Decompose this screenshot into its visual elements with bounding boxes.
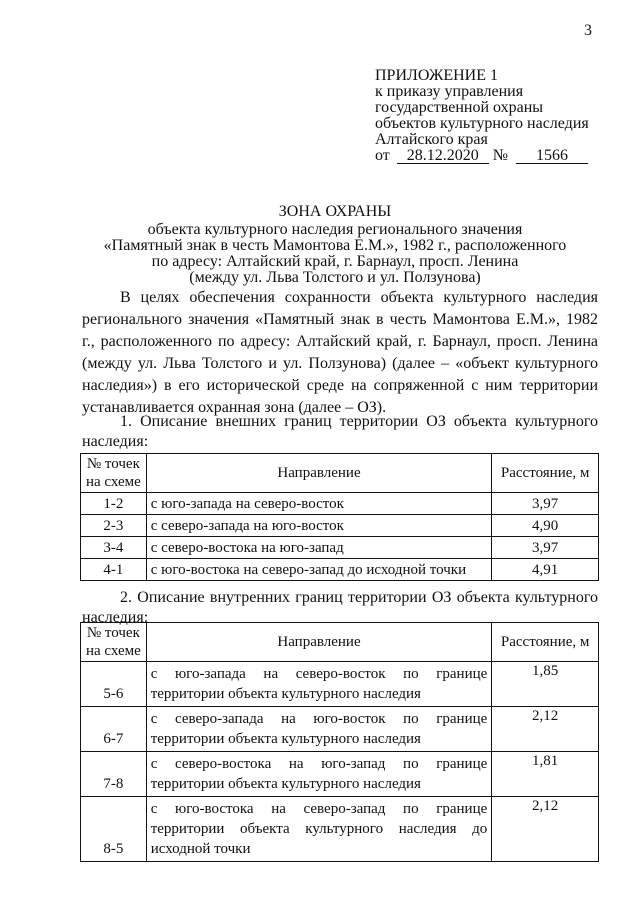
section-1-heading [82,412,598,452]
annex-number: 1566 [516,148,588,164]
document-heading [100,204,570,286]
heading-line-1: объекта культурного наследия регионального значения [147,221,523,238]
table-row [81,797,599,862]
table-row [81,493,599,515]
column-header-direction: Направление [146,623,492,662]
intro-text: В целях обеспечения сохранности объекта культурного наследия регионального значения «Памятный знак в честь Мамонтова Е.М.», 1982 г., расположенного по адресу: Алтайский край, г. Барнаул, просп. Ленина (между ул. Льва Толстого и ул. Ползунова) (далее – «объект культурного наследия») в его исторической среде на сопряженной с ним территории устанавливается охранная зона (далее – ОЗ). [82,289,598,416]
annex-from-label: от [375,147,390,164]
annex-line-3: объектов культурного наследия [375,115,589,132]
cell-direction: с юго-востока на северо-запад по границе территории объекта культурного наследия до исходной точки [146,797,492,862]
annex-line-2: государственной охраны [375,99,544,116]
cell-direction: с юго-запада на северо-восток по границе территории объекта культурного наследия [146,662,492,707]
cell-distance: 4,90 [492,515,599,537]
cell-distance: 1,81 [492,752,599,797]
table-row [81,537,599,559]
cell-points: 8-5 [81,797,147,862]
cell-points: 5-6 [81,662,147,707]
cell-points: 7-8 [81,752,147,797]
table-row [81,707,599,752]
heading-line-3: по адресу: Алтайский край, г. Барнаул, просп. Ленина [151,253,519,270]
annex-date-line [375,148,589,164]
outer-boundaries-table [80,453,599,581]
cell-direction: с юго-запада на северо-восток [146,493,492,515]
cell-distance: 3,97 [492,493,599,515]
cell-points: 2-3 [81,515,147,537]
intro-paragraph [82,287,598,419]
cell-distance: 2,12 [492,707,599,752]
cell-direction: с юго-востока на северо-запад до исходной точки [146,559,492,581]
inner-boundaries-table [80,622,599,862]
annex-number-label: № [492,147,509,164]
table-row [81,559,599,581]
annex-line-4: Алтайского края [375,131,488,148]
annex-date: 28.12.2020 [397,148,489,164]
annex-block [375,68,589,164]
annex-line-1: к приказу управления [375,83,524,100]
heading-line-4: (между ул. Льва Толстого и ул. Ползунова) [189,269,481,286]
cell-points: 3-4 [81,537,147,559]
table-header-row [81,623,599,662]
column-header-points: № точек на схеме [81,454,147,493]
cell-distance: 4,91 [492,559,599,581]
table-row [81,662,599,707]
annex-title: ПРИЛОЖЕНИЕ 1 [375,67,499,84]
column-header-points: № точек на схеме [81,623,147,662]
cell-direction: с северо-востока на юго-запад [146,537,492,559]
cell-distance: 1,85 [492,662,599,707]
page-number: 3 [584,22,592,39]
heading-line-2: «Памятный знак в честь Мамонтова Е.М.», 1982 г., расположенного [103,237,567,254]
column-header-direction: Направление [146,454,492,493]
column-header-distance: Расстояние, м [492,454,599,493]
cell-points: 1-2 [81,493,147,515]
cell-direction: с северо-запада на юго-восток [146,515,492,537]
table-header-row [81,454,599,493]
column-header-distance: Расстояние, м [492,623,599,662]
table-row [81,752,599,797]
cell-points: 4-1 [81,559,147,581]
table-row [81,515,599,537]
cell-distance: 3,97 [492,537,599,559]
cell-distance: 2,12 [492,797,599,862]
heading-zone: ЗОНА ОХРАНЫ [278,203,392,220]
section-2-heading-text: 2. Описание внутренних границ территории ОЗ объекта культурного наследия: [82,589,598,626]
cell-direction: с северо-востока на юго-запад по границе территории объекта культурного наследия [146,752,492,797]
cell-points: 6-7 [81,707,147,752]
cell-direction: с северо-запада на юго-восток по границе территории объекта культурного наследия [146,707,492,752]
section-1-heading-text: 1. Описание внешних границ территории ОЗ объекта культурного наследия: [82,413,598,450]
